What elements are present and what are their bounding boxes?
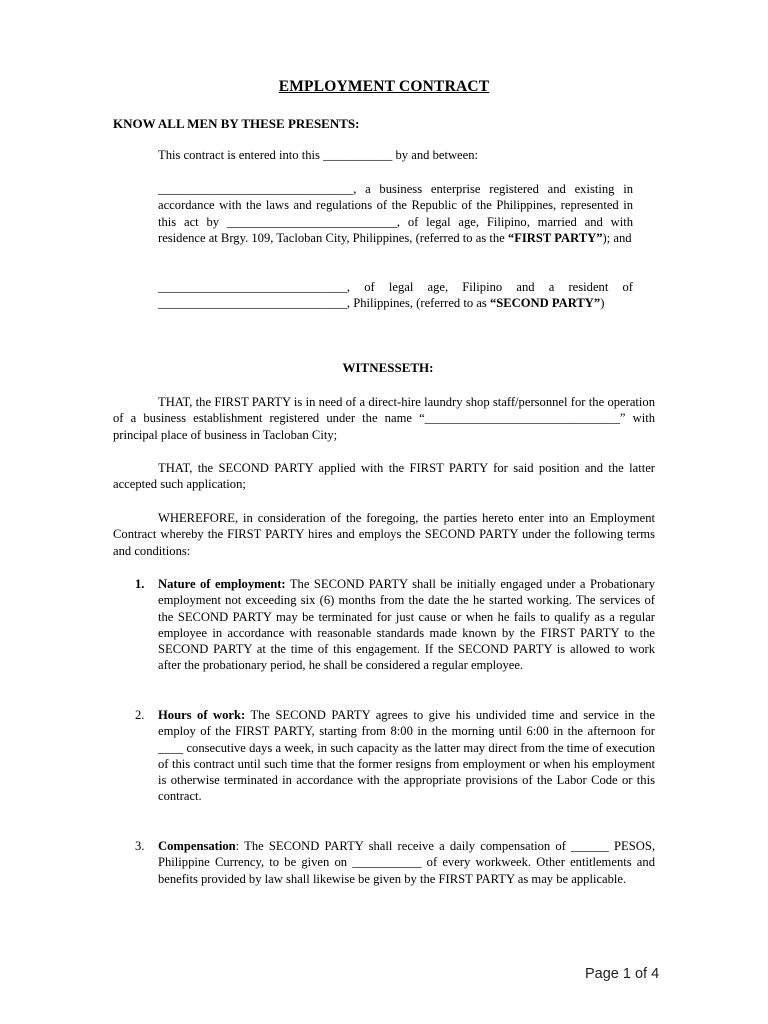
term-body [158, 707, 655, 805]
witnesseth-paragraph: THAT, the FIRST PARTY is in need of a direct-hire laundry shop staff/personnel for the operation of a business establishment registered under the name “_______________________________” with principal place of business in Tacloban City; [113, 395, 655, 442]
first-party-text-end: ); and [602, 230, 632, 245]
term-item [113, 707, 655, 805]
first-party-label: “FIRST PARTY” [507, 230, 603, 245]
term-item [113, 838, 655, 887]
term-text: : The SECOND PARTY shall receive a daily compensation of ______ PESOS, Philippine Currency, to be given on ___________ of every workweek. Other entitlements and benefits provided by law shall likewise be given by the FIRST PARTY as may be applicable. [158, 839, 655, 886]
term-text: The SECOND PARTY agrees to give his undivided time and service in the employ of the FIRST PARTY, starting from 8:00 in the morning until 6:00 in the afternoon for ____ consecutive days a week, in such capacity as the latter may direct from the time of execution of this contract until such time that the former resigns from employment or when his employment is otherwise terminated in accordance with the appropriate provisions of the Labor Code or this contract. [158, 708, 656, 804]
term-number: 2. [135, 708, 145, 722]
term-text: The SECOND PARTY shall be initially engaged under a Probationary employment not exceeding six (6) months from the date the he started working. The services of the SECOND PARTY may be terminated for just cause or when he fails to qualify as a regular employee in accordance with reasonable standards made known by the FIRST PARTY to the SECOND PARTY at the time of this engagement. If the SECOND PARTY is allowed to work after the probationary period, he shall be considered a regular employee. [158, 577, 655, 673]
term-number: 3. [135, 839, 145, 853]
second-party-label: “SECOND PARTY” [489, 296, 601, 311]
term-item [113, 576, 655, 674]
second-party-text: ______________________________, of legal age, Filipino and a resident of ______________________________, Philippines, (referred to as [158, 280, 633, 311]
second-party-text-end: ) [600, 296, 605, 311]
intro-paragraph: This contract is entered into this ___________ by and between: [158, 148, 479, 162]
term-body [158, 838, 655, 887]
witnesseth-heading: WITNESSETH: [342, 360, 434, 375]
greeting-heading: KNOW ALL MEN BY THESE PRESENTS: [113, 116, 360, 131]
term-heading: Nature of employment: [158, 577, 286, 591]
term-heading: Compensation [158, 839, 236, 853]
term-body [158, 576, 655, 674]
term-number: 1. [135, 577, 145, 591]
second-party-paragraph [158, 279, 633, 312]
first-party-text: _______________________________, a business enterprise registered and existing in accordance with the laws and regulations of the Republic of the Philippines, represented in this act by ___________________________, of legal age, Filipino, married and with residence at Brgy. 109, Tacloban City, Philippines, (referred to as the [158, 182, 633, 245]
first-party-paragraph [158, 181, 633, 246]
term-heading: Hours of work: [158, 708, 246, 722]
witnesseth-paragraph: WHEREFORE, in consideration of the foregoing, the parties hereto enter into an Employment Contract whereby the FIRST PARTY hires and employs the SECOND PARTY under the following terms and conditions: [113, 511, 655, 558]
document-title: EMPLOYMENT CONTRACT [278, 78, 490, 95]
page-number: Page 1 of 4 [585, 966, 660, 982]
witnesseth-paragraph: THAT, the SECOND PARTY applied with the FIRST PARTY for said position and the latter accepted such application; [113, 461, 655, 492]
